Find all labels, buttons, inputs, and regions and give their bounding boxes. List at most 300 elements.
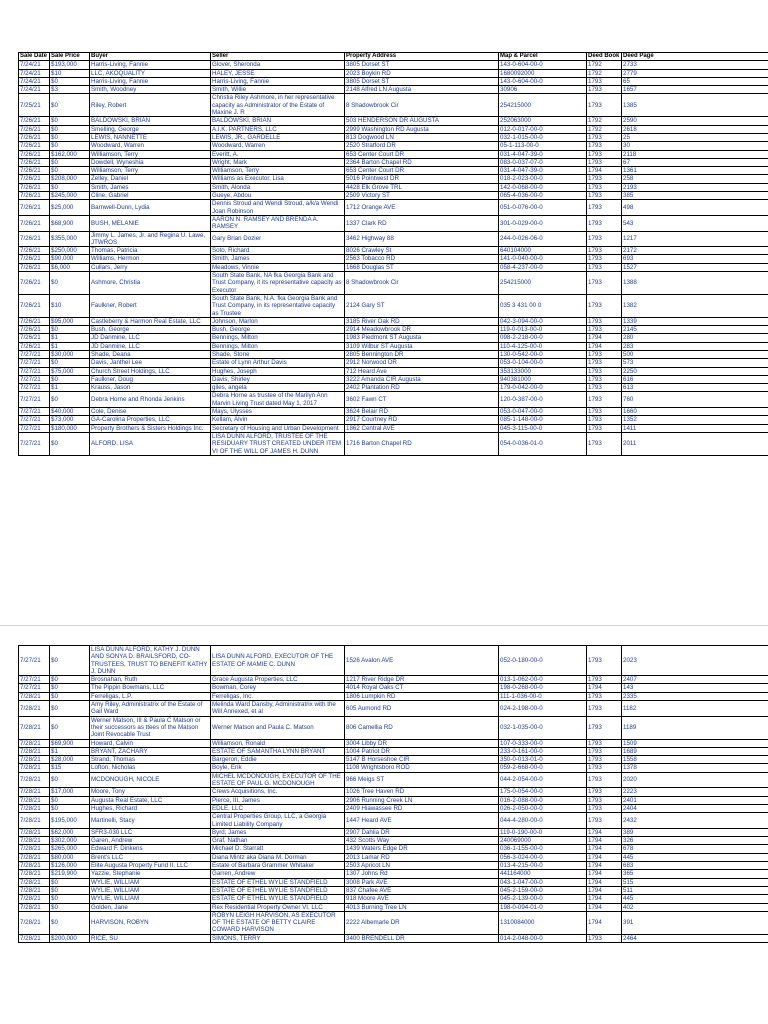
cell-sale-date: 7/27/21 xyxy=(19,676,50,684)
cell-buyer: SFR3-030 LLC xyxy=(90,828,211,836)
cell-property-address: 1806 Lumpkin RD xyxy=(345,692,499,700)
cell-buyer: Cullars, Jerry xyxy=(90,263,211,271)
cell-property-address: 966 Meigs ST xyxy=(345,772,499,788)
cell-deed-book: 1794 xyxy=(587,845,622,853)
cell-deed-page: 389 xyxy=(622,828,768,836)
cell-map-parcel: 014-2-048-00-0 xyxy=(499,934,587,942)
cell-deed-page: 613 xyxy=(622,384,768,392)
cell-deed-book: 1794 xyxy=(587,911,622,934)
cell-buyer: Castleberry & Harmon Real Estate, LLC xyxy=(90,317,211,325)
cell-seller: Pierce, III, James xyxy=(211,796,345,804)
cell-deed-book: 1793 xyxy=(587,263,622,271)
cell-deed-page: 258 xyxy=(622,175,768,183)
cell-map-parcel: 179-0-042-00-0 xyxy=(499,384,587,392)
cell-property-address: 8 Shadowbrook Cir xyxy=(345,272,499,295)
cell-buyer: BALDOWSKI, BRIAN xyxy=(90,117,211,125)
cell-buyer: Yazzie, Stephanie xyxy=(90,870,211,878)
table-row xyxy=(19,845,768,853)
table-row xyxy=(19,416,768,424)
cell-map-parcel: 130-0-542-00-0 xyxy=(499,350,587,358)
cell-property-address: 2520 Stratford DR xyxy=(345,142,499,150)
cell-property-address: 653 Center Court DR xyxy=(345,167,499,175)
cell-buyer: HARVISON, ROBYN xyxy=(90,911,211,934)
cell-buyer: WYLIE, WILLIAM xyxy=(90,886,211,894)
cell-sale-price: $0 xyxy=(50,133,90,141)
cell-map-parcel: 110-4-125-00-0 xyxy=(499,342,587,350)
cell-buyer: Brosnahan, Ruth xyxy=(90,676,211,684)
header-deed-book: Deed Book xyxy=(587,53,622,61)
cell-buyer: Riley, Robert xyxy=(90,94,211,117)
header-row xyxy=(19,53,768,61)
cell-sale-price: $200,000 xyxy=(50,934,90,942)
table-row xyxy=(19,326,768,334)
cell-seller: Mays, Ulysses xyxy=(211,408,345,416)
cell-property-address: 1716 Barton Chapel RD xyxy=(345,432,499,455)
cell-map-parcel: 30906 xyxy=(499,86,587,94)
table-row xyxy=(19,117,768,125)
cell-buyer: Cole, Denise xyxy=(90,408,211,416)
table-row xyxy=(19,911,768,934)
cell-sale-price: $302,000 xyxy=(50,837,90,845)
deed-table-page-1 xyxy=(18,52,768,456)
cell-buyer: Faulkner, Robert xyxy=(90,294,211,317)
cell-sale-price: $0 xyxy=(50,392,90,408)
cell-deed-page: 678 xyxy=(622,845,768,853)
cell-buyer: Brent's LLC xyxy=(90,853,211,861)
cell-property-address: 918 Moore AVE xyxy=(345,895,499,903)
cell-map-parcel: 244-0-026-06-0 xyxy=(499,231,587,247)
cell-map-parcel: 013-1-062-00-0 xyxy=(499,676,587,684)
cell-seller: Michael D. Starratt xyxy=(211,845,345,853)
cell-sale-date: 7/26/21 xyxy=(19,167,50,175)
cell-sale-price: $90,000 xyxy=(50,255,90,263)
cell-deed-page: 2464 xyxy=(622,934,768,942)
cell-seller: Davis, Shirley xyxy=(211,375,345,383)
header-sale-date: Sale Date xyxy=(19,53,50,61)
cell-sale-price: $0 xyxy=(50,94,90,117)
cell-deed-book: 1793 xyxy=(587,247,622,255)
cell-deed-page: 498 xyxy=(622,200,768,216)
cell-deed-page: 683 xyxy=(622,862,768,870)
cell-deed-page: 2618 xyxy=(622,125,768,133)
cell-deed-book: 1793 xyxy=(587,804,622,812)
cell-buyer: Lofton, Nicholas xyxy=(90,764,211,772)
cell-deed-page: 2401 xyxy=(622,796,768,804)
table-row xyxy=(19,646,768,676)
cell-deed-book: 1793 xyxy=(587,676,622,684)
cell-sale-date: 7/28/21 xyxy=(19,878,50,886)
cell-deed-book: 1793 xyxy=(587,934,622,942)
cell-map-parcel: 111-1-036-00-0 xyxy=(499,692,587,700)
cell-property-address: 2907 Dahlia DR xyxy=(345,828,499,836)
table-row xyxy=(19,432,768,455)
cell-property-address: 5147 B Horseshoe CIR xyxy=(345,756,499,764)
cell-seller: Graf, Nathan xyxy=(211,837,345,845)
cell-deed-book: 1793 xyxy=(587,86,622,94)
cell-deed-book: 1794 xyxy=(587,828,622,836)
cell-buyer: Garen, Andrew xyxy=(90,837,211,845)
cell-sale-price: $208,000 xyxy=(50,175,90,183)
table-row xyxy=(19,408,768,416)
cell-map-parcel: 053-0-047-00-0 xyxy=(499,408,587,416)
cell-deed-page: 1182 xyxy=(622,701,768,717)
cell-map-parcel: 143-0-604-00-0 xyxy=(499,77,587,85)
table-row xyxy=(19,142,768,150)
cell-deed-book: 1792 xyxy=(587,61,622,69)
cell-property-address: 2364 Barton Chapel RD xyxy=(345,158,499,166)
cell-seller: Bennings, Milton xyxy=(211,342,345,350)
table-row xyxy=(19,747,768,755)
cell-deed-page: 1339 xyxy=(622,317,768,325)
cell-map-parcel: 254215000 xyxy=(499,94,587,117)
cell-seller: Bowman, Corey xyxy=(211,684,345,692)
table-row xyxy=(19,317,768,325)
cell-deed-page: 2020 xyxy=(622,772,768,788)
cell-map-parcel: 254215000 xyxy=(499,272,587,295)
table-row xyxy=(19,813,768,829)
cell-deed-page: 283 xyxy=(622,342,768,350)
cell-map-parcel: 018-2-023-00-0 xyxy=(499,175,587,183)
cell-map-parcel: 054-0-036-01-0 xyxy=(499,432,587,455)
cell-map-parcel: 042-3-094-00-0 xyxy=(499,317,587,325)
cell-deed-book: 1794 xyxy=(587,895,622,903)
cell-sale-price: $3 xyxy=(50,86,90,94)
cell-deed-page: 1388 xyxy=(622,272,768,295)
cell-buyer: Property Brothers & Sisters Holdings Inc. xyxy=(90,424,211,432)
cell-property-address: 2999 Washington RD Augusta xyxy=(345,125,499,133)
cell-seller: LISA DUNN ALFORD, TRUSTEE OF THE RESIDUARY TRUST CREATED UNDER ITEM VI OF THE WILL OF JAMES H. DUNN xyxy=(211,432,345,455)
cell-deed-book: 1794 xyxy=(587,853,622,861)
cell-map-parcel: 120-0-387-00-0 xyxy=(499,392,587,408)
cell-map-parcel: 143-0-604-00-0 xyxy=(499,61,587,69)
cell-sale-price: $62,000 xyxy=(50,828,90,836)
cell-sale-price: $0 xyxy=(50,158,90,166)
cell-seller: Debra Horne as trustee of the Marilyn Ann Marvin Living Trust dated May 1, 2017 xyxy=(211,392,345,408)
cell-deed-book: 1794 xyxy=(587,684,622,692)
cell-property-address: 2148 Alfred LN Augusta xyxy=(345,86,499,94)
table-row xyxy=(19,94,768,117)
table-row xyxy=(19,192,768,200)
cell-deed-page: 515 xyxy=(622,878,768,886)
header-seller: Seller xyxy=(211,53,345,61)
cell-buyer: Harris-Living, Fannie xyxy=(90,61,211,69)
cell-sale-date: 7/28/21 xyxy=(19,692,50,700)
cell-property-address: 712 Heard Ave xyxy=(345,367,499,375)
cell-deed-page: 2407 xyxy=(622,676,768,684)
cell-deed-page: 1411 xyxy=(622,424,768,432)
cell-sale-price: $0 xyxy=(50,676,90,684)
cell-property-address: 2805 Bennington DR xyxy=(345,350,499,358)
cell-property-address: 813 Dogwood LN xyxy=(345,133,499,141)
cell-sale-date: 7/26/21 xyxy=(19,158,50,166)
cell-map-parcel: 142-0-068-00-0 xyxy=(499,183,587,191)
table-row xyxy=(19,367,768,375)
cell-property-address: 4013 Burning Tree LN xyxy=(345,903,499,911)
cell-deed-book: 1793 xyxy=(587,764,622,772)
cell-deed-book: 1793 xyxy=(587,747,622,755)
table-row xyxy=(19,764,768,772)
table-row xyxy=(19,255,768,263)
cell-buyer: WYLIE, WILLIAM xyxy=(90,878,211,886)
cell-map-parcel: 085-1-148-00-0 xyxy=(499,416,587,424)
cell-property-address: 3004 Libby DR xyxy=(345,739,499,747)
cell-map-parcel: 198-0-268-00-0 xyxy=(499,684,587,692)
cell-map-parcel: 065-4-036-00-0 xyxy=(499,192,587,200)
cell-sale-price: $1 xyxy=(50,334,90,342)
cell-deed-page: 445 xyxy=(622,895,768,903)
cell-buyer: BUSH, MELANIE xyxy=(90,215,211,231)
cell-sale-date: 7/26/21 xyxy=(19,263,50,271)
cell-buyer: Jimmy L. James, Jr. and Regina U. Lawe, JTWROS xyxy=(90,231,211,247)
table-row xyxy=(19,878,768,886)
cell-map-parcel: 252063000 xyxy=(499,117,587,125)
cell-property-address: 8026 Crawley St xyxy=(345,247,499,255)
cell-map-parcel: 098-2-218-00-0 xyxy=(499,334,587,342)
cell-deed-book: 1794 xyxy=(587,886,622,894)
cell-sale-date: 7/28/21 xyxy=(19,772,50,788)
cell-sale-price: $219,900 xyxy=(50,870,90,878)
table-row xyxy=(19,886,768,894)
cell-deed-book: 1793 xyxy=(587,416,622,424)
cell-deed-book: 1793 xyxy=(587,77,622,85)
cell-deed-page: 1660 xyxy=(622,408,768,416)
cell-deed-book: 1793 xyxy=(587,756,622,764)
cell-sale-date: 7/26/21 xyxy=(19,183,50,191)
cell-deed-page: 2118 xyxy=(622,150,768,158)
cell-buyer: Williams, Hermon xyxy=(90,255,211,263)
cell-deed-book: 1793 xyxy=(587,813,622,829)
cell-buyer: JD Danmine, LLC xyxy=(90,334,211,342)
cell-property-address: 1526 Avalon AVE xyxy=(345,646,499,676)
cell-map-parcel: 233-0-161-00-0 xyxy=(499,747,587,755)
cell-buyer: Barnwell-Dunn, Lydia xyxy=(90,200,211,216)
cell-deed-page: 1352 xyxy=(622,416,768,424)
cell-map-parcel: 058-4-237-00-0 xyxy=(499,263,587,271)
cell-property-address: 432 Scotts Way xyxy=(345,837,499,845)
cell-deed-book: 1793 xyxy=(587,94,622,117)
cell-sale-date: 7/28/21 xyxy=(19,911,50,934)
cell-deed-page: 2779 xyxy=(622,69,768,77)
cell-map-parcel: 012-0-017-00-0 xyxy=(499,125,587,133)
cell-deed-book: 1793 xyxy=(587,739,622,747)
cell-deed-book: 1792 xyxy=(587,69,622,77)
cell-seller: Christia Riley Ashmore, in her representative capacity as Administrator of the Estate of Maxine J. R xyxy=(211,94,345,117)
cell-property-address: 1307 Johns Rd xyxy=(345,870,499,878)
cell-deed-book: 1793 xyxy=(587,150,622,158)
cell-deed-page: 30 xyxy=(622,142,768,150)
cell-seller: Smith, James xyxy=(211,255,345,263)
cell-sale-price: $10 xyxy=(50,294,90,317)
cell-deed-page: 1217 xyxy=(622,231,768,247)
table-row xyxy=(19,342,768,350)
cell-seller: Grace Augusta Properties, LLC xyxy=(211,676,345,684)
cell-property-address: 2503 Apricot LN xyxy=(345,862,499,870)
table-row xyxy=(19,701,768,717)
cell-seller: Bargeron, Eddie xyxy=(211,756,345,764)
cell-property-address: 1337 Clark RD xyxy=(345,215,499,231)
table-row xyxy=(19,175,768,183)
cell-sale-price: $0 xyxy=(50,903,90,911)
cell-property-address: 806 Camellia RD xyxy=(345,716,499,739)
cell-property-address: 2402 Plantation RD xyxy=(345,384,499,392)
cell-seller: Williams as Executor, Lisa xyxy=(211,175,345,183)
cell-deed-page: 2404 xyxy=(622,804,768,812)
table-row xyxy=(19,392,768,408)
cell-property-address: 3109 Wilbur ST Augusta xyxy=(345,342,499,350)
table-row xyxy=(19,828,768,836)
cell-seller: Kellam, Alvin xyxy=(211,416,345,424)
header-property-address: Property Address xyxy=(345,53,499,61)
cell-deed-book: 1793 xyxy=(587,231,622,247)
cell-buyer: Dowdell, Wyneshia xyxy=(90,158,211,166)
cell-seller: Werner Matson and Paula C. Matson xyxy=(211,716,345,739)
cell-deed-book: 1793 xyxy=(587,200,622,216)
cell-deed-page: 2335 xyxy=(622,692,768,700)
cell-map-parcel: 056-3-024-00-0 xyxy=(499,853,587,861)
cell-seller: Gueye, Abdou xyxy=(211,192,345,200)
cell-deed-book: 1793 xyxy=(587,375,622,383)
cell-deed-page: 693 xyxy=(622,255,768,263)
cell-deed-book: 1792 xyxy=(587,117,622,125)
cell-sale-date: 7/28/21 xyxy=(19,903,50,911)
cell-property-address: 1004 Patriot DR xyxy=(345,747,499,755)
cell-sale-price: $69,900 xyxy=(50,739,90,747)
cell-map-parcel: 045-3-115-00-0 xyxy=(499,424,587,432)
cell-sale-date: 7/27/21 xyxy=(19,392,50,408)
table-row xyxy=(19,692,768,700)
cell-deed-book: 1793 xyxy=(587,424,622,432)
cell-deed-book: 1794 xyxy=(587,862,622,870)
cell-deed-page: 543 xyxy=(622,215,768,231)
cell-deed-book: 1793 xyxy=(587,716,622,739)
cell-sale-date: 7/27/21 xyxy=(19,646,50,676)
cell-sale-date: 7/27/21 xyxy=(19,424,50,432)
cell-sale-price: $162,000 xyxy=(50,150,90,158)
cell-buyer: JD Danmine, LLC xyxy=(90,342,211,350)
cell-property-address: 837 Chafee AVE xyxy=(345,886,499,894)
table-row xyxy=(19,247,768,255)
table-row xyxy=(19,263,768,271)
cell-deed-page: 1657 xyxy=(622,86,768,94)
cell-property-address: 1108 Wrightsboro ROD xyxy=(345,764,499,772)
table-row xyxy=(19,61,768,69)
cell-deed-page: 2250 xyxy=(622,367,768,375)
cell-seller: HALEY, JESSE xyxy=(211,69,345,77)
cell-deed-page: 365 xyxy=(622,870,768,878)
cell-seller: Ferreligas, Inc. xyxy=(211,692,345,700)
cell-map-parcel: 083-0-037-07-0 xyxy=(499,158,587,166)
cell-buyer: Ashmore, Christia xyxy=(90,272,211,295)
cell-deed-page: 67 xyxy=(622,158,768,166)
cell-sale-price: $180,000 xyxy=(50,424,90,432)
cell-buyer: Zelley, Daniel xyxy=(90,175,211,183)
cell-buyer: ALFORD, LISA xyxy=(90,432,211,455)
cell-seller: SIMONS, TERRY xyxy=(211,934,345,942)
cell-seller: South State Bank, N.A. fka Georgia Bank and Trust Company, in its representative capacity as Trustee xyxy=(211,294,345,317)
cell-deed-page: 2733 xyxy=(622,61,768,69)
cell-deed-book: 1793 xyxy=(587,796,622,804)
cell-map-parcel: 141-0-040-00-0 xyxy=(499,255,587,263)
cell-sale-price: $68,900 xyxy=(50,215,90,231)
cell-buyer: Cline, Gabriel xyxy=(90,192,211,200)
cell-buyer: Moore, Tony xyxy=(90,788,211,796)
cell-deed-book: 1794 xyxy=(587,167,622,175)
cell-seller: Smith, Willie xyxy=(211,86,345,94)
table-row xyxy=(19,684,768,692)
deed-table xyxy=(18,52,768,456)
cell-sale-date: 7/28/21 xyxy=(19,828,50,836)
cell-sale-date: 7/27/21 xyxy=(19,384,50,392)
table-row xyxy=(19,77,768,85)
cell-map-parcel: 119-0-190-00-0 xyxy=(499,828,587,836)
cell-seller: Gary Brian Dozier xyxy=(211,231,345,247)
cell-map-parcel: 441164000 xyxy=(499,870,587,878)
cell-property-address: 2013 Lamar RD xyxy=(345,853,499,861)
table-row xyxy=(19,934,768,942)
cell-property-address: 2914 Meadowbrook DR xyxy=(345,326,499,334)
cell-deed-page: 2590 xyxy=(622,117,768,125)
cell-property-address: 4014 Royal Oaks CT xyxy=(345,684,499,692)
cell-sale-price: $0 xyxy=(50,878,90,886)
cell-buyer: Shade, Deana xyxy=(90,350,211,358)
cell-sale-date: 7/28/21 xyxy=(19,886,50,894)
cell-deed-page: 2011 xyxy=(622,432,768,455)
cell-buyer: Woodward, Warren xyxy=(90,142,211,150)
cell-seller: Hughes, Joseph xyxy=(211,367,345,375)
cell-sale-date: 7/26/21 xyxy=(19,231,50,247)
cell-deed-page: 143 xyxy=(622,684,768,692)
cell-sale-date: 7/28/21 xyxy=(19,756,50,764)
cell-sale-date: 7/26/21 xyxy=(19,342,50,350)
cell-property-address: 3624 Belair RD xyxy=(345,408,499,416)
cell-deed-page: 2432 xyxy=(622,813,768,829)
cell-property-address: 2906 Running Creek LN xyxy=(345,796,499,804)
cell-sale-date: 7/26/21 xyxy=(19,192,50,200)
cell-map-parcel: 016-2-088-00-0 xyxy=(499,796,587,804)
cell-property-address: 3008 Park AVE xyxy=(345,878,499,886)
cell-deed-page: 326 xyxy=(622,837,768,845)
cell-deed-page: 1189 xyxy=(622,716,768,739)
cell-map-parcel: 1680092000 xyxy=(499,69,587,77)
cell-sale-date: 7/26/21 xyxy=(19,125,50,133)
cell-property-address: 653 Center Court DR xyxy=(345,150,499,158)
cell-sale-date: 7/28/21 xyxy=(19,804,50,812)
cell-sale-date: 7/26/21 xyxy=(19,294,50,317)
cell-property-address: 2509 Victory ST xyxy=(345,192,499,200)
cell-sale-price: $245,000 xyxy=(50,192,90,200)
cell-seller: Melinda Ward Dansby, Administratrix with the Will Annexed, et al xyxy=(211,701,345,717)
cell-sale-date: 7/24/21 xyxy=(19,61,50,69)
cell-sale-date: 7/27/21 xyxy=(19,684,50,692)
cell-sale-date: 7/27/21 xyxy=(19,350,50,358)
header-sale-price: Sale Price xyxy=(50,53,90,61)
cell-sale-date: 7/26/21 xyxy=(19,175,50,183)
cell-map-parcel: 052-0-180-00-0 xyxy=(499,646,587,676)
cell-buyer: Smith, James xyxy=(90,183,211,191)
table-row xyxy=(19,334,768,342)
cell-property-address: 3222 Amanda CIR Augusta xyxy=(345,375,499,383)
cell-property-address: 2912 Norwood DR xyxy=(345,359,499,367)
cell-deed-page: 1385 xyxy=(622,94,768,117)
table-row xyxy=(19,837,768,845)
cell-seller: Bennings, Milton xyxy=(211,334,345,342)
cell-sale-date: 7/28/21 xyxy=(19,764,50,772)
cell-buyer: GA-Carolina Properties, LLC xyxy=(90,416,211,424)
cell-deed-book: 1793 xyxy=(587,692,622,700)
cell-sale-price: $0 xyxy=(50,804,90,812)
cell-sale-price: $0 xyxy=(50,117,90,125)
cell-deed-page: 500 xyxy=(622,350,768,358)
